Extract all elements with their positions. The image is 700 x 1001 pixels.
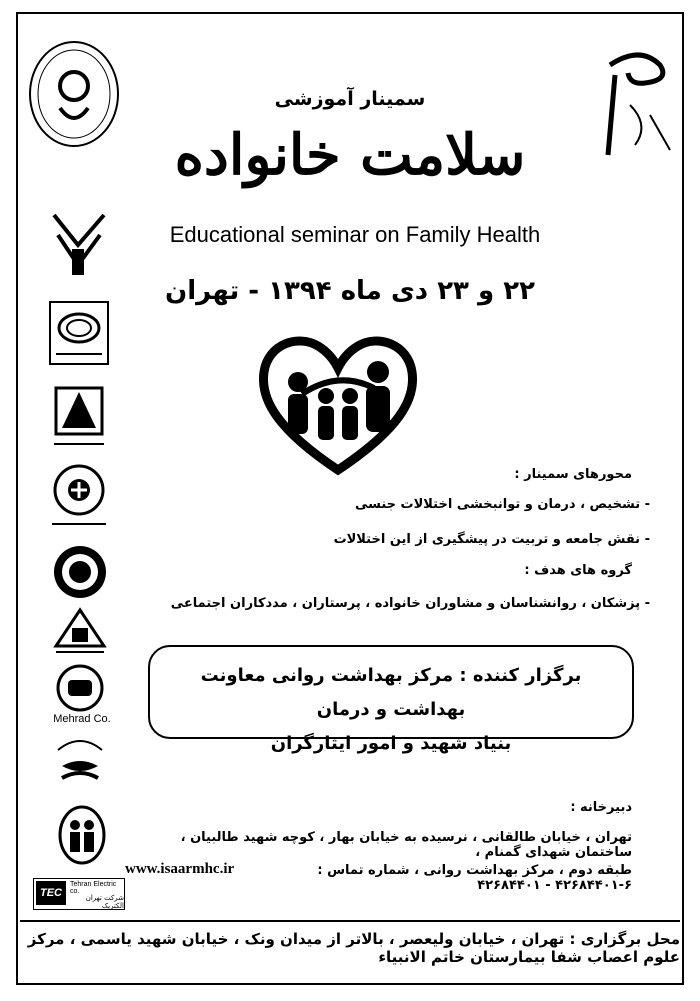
hospital-logo: [52, 730, 108, 792]
tec-logo-icon: TEC: [36, 881, 66, 905]
family-heart-icon: [258, 330, 418, 478]
target-heading: گروه های هدف :: [524, 563, 632, 578]
family-welfare-logo: [58, 805, 106, 865]
english-title: Educational seminar on Family Health: [169, 222, 541, 247]
target-groups: - پزشکان ، روانشناسان و مشاوران خانواده ، پرستاران ، مددکاران اجتماعی: [170, 596, 650, 611]
seminar-subtitle: سمینار آموزشی: [274, 88, 426, 110]
organization-logo-3: [48, 382, 110, 454]
calligraphy-logo: [580, 45, 680, 165]
organization-logo-6: [52, 606, 108, 656]
organizer-line-1: برگزار کننده : مرکز بهداشت روانی معاونت بهداشت و درمان: [200, 665, 582, 720]
secretariat-address-2: طبقه دوم ، مرکز بهداشت روانی ، شماره تماس : ۶-۴۲۶۸۴۴۰۱ - ۴۲۶۸۴۴۰۱: [317, 863, 632, 893]
organization-logo-5: [52, 544, 108, 600]
topic-item-2: - نقش جامعه و تربیت در پیشگیری از این اختلالات: [333, 532, 650, 547]
organization-logo-1: [48, 205, 110, 285]
secretariat-heading: دبیرخانه :: [570, 800, 632, 815]
organization-logo-2: [48, 300, 110, 366]
organizer-box: [148, 645, 634, 754]
topic-item-1: - تشخیص ، درمان و توانبخشی اختلالات جنسی: [354, 497, 650, 512]
topics-heading: محورهای سمینار :: [514, 467, 632, 482]
mehrad-logo: [52, 664, 108, 716]
organization-logo-4: [48, 462, 110, 532]
sponsor-box: [33, 878, 125, 910]
organizer-line-2: بنیاد شهید و امور ایثارگران: [270, 733, 512, 754]
sponsor-name-fa: شرکت تهران الکتریک: [85, 894, 124, 910]
seminar-date: ۲۲ و ۲۳ دی ماه ۱۳۹۴ - تهران: [165, 276, 535, 306]
health-emblem-logo: [24, 38, 124, 150]
secretariat-address-1: تهران ، خیابان طالقانی ، نرسیده به خیابان بهار ، کوچه شهید طالبیان ، ساختمان شهدای گمنام ،: [180, 830, 632, 860]
venue-line: محل برگزاری : تهران ، خیابان ولیعصر ، بالاتر از میدان ونک ، خیابان شهید یاسمی ، مرکز علوم اعصاب شفا بیمارستان خاتم الانبیاء: [20, 920, 680, 966]
seminar-title: سلامت خانواده: [174, 122, 526, 188]
website-link[interactable]: www.isaarmhc.ir: [125, 861, 235, 877]
sponsor-name: Tehran Electric co.: [70, 881, 117, 895]
mehrad-logo-label: Mehrad Co.: [53, 713, 111, 725]
